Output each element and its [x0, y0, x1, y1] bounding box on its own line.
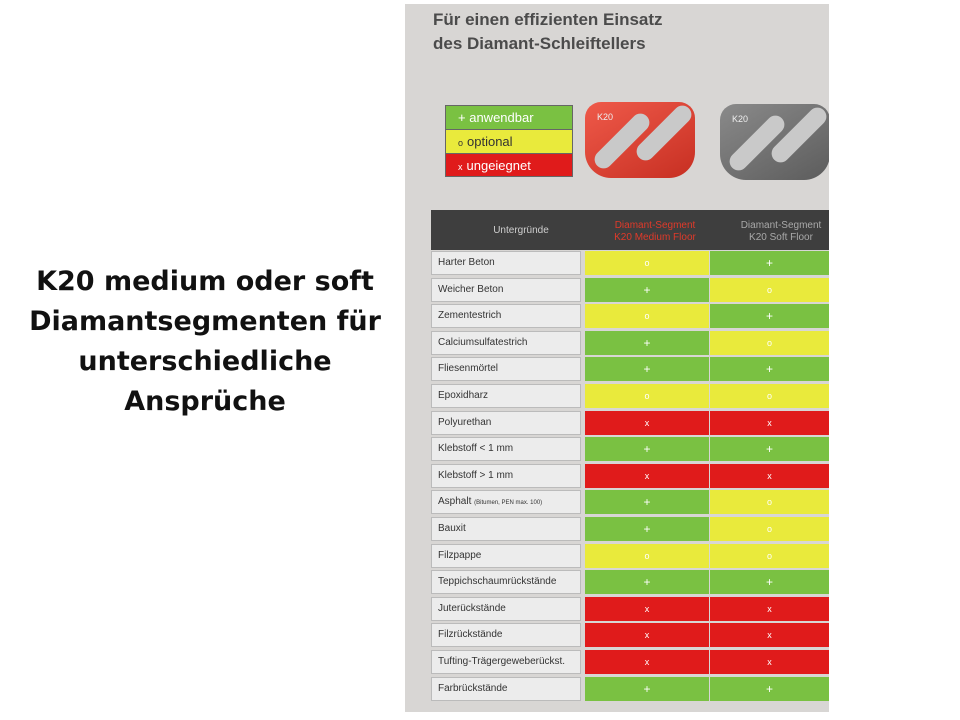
k20-soft-rating: +	[710, 570, 829, 594]
table-row	[431, 250, 829, 277]
substrate-label: Tufting-Trägergeweberückst.	[438, 655, 566, 667]
k20-medium-rating: +	[585, 570, 709, 594]
caption-line: Diamantsegmenten für	[29, 306, 381, 337]
k20-soft-rating: x	[710, 597, 829, 621]
table-row	[431, 543, 829, 570]
k20-medium-rating: +	[585, 357, 709, 381]
legend-item-unsuitable	[445, 153, 573, 177]
header-substrate: Untergründe	[493, 225, 549, 236]
substrate-name	[431, 278, 581, 302]
substrate-name	[431, 384, 581, 408]
legend-label: ungeiegnet	[466, 158, 531, 173]
header-k20-soft	[717, 220, 829, 244]
substrate-name	[431, 357, 581, 381]
k20-medium-disc-image	[585, 102, 695, 178]
substrate-label: Bauxit	[438, 522, 466, 534]
substrate-label: Klebstoff < 1 mm	[438, 443, 514, 455]
substrate-name	[431, 544, 581, 568]
table-row	[431, 596, 829, 623]
substrate-name	[431, 437, 581, 461]
k20-medium-rating: x	[585, 464, 709, 488]
k20-medium-rating: +	[585, 677, 709, 701]
k20-medium-rating: x	[585, 597, 709, 621]
k20-soft-rating: +	[710, 251, 829, 275]
substrate-name	[431, 251, 581, 275]
product-table-photo	[405, 4, 829, 712]
substrate-label: Weicher Beton	[438, 283, 504, 295]
substrate-name	[431, 650, 581, 674]
photo-title-line: des Diamant-Schleiftellers	[433, 34, 646, 53]
substrate-name	[431, 570, 581, 594]
substrate-label: Fliesenmörtel	[438, 363, 499, 375]
k20-medium-rating: x	[585, 623, 709, 647]
substrate-name	[431, 623, 581, 647]
substrate-name	[431, 304, 581, 328]
header-line: K20 Medium Floor	[614, 232, 696, 243]
disc-label: K20	[597, 112, 614, 122]
substrate-label: Klebstoff > 1 mm	[438, 469, 514, 481]
k20-soft-rating: o	[710, 490, 829, 514]
substrate-label: Harter Beton	[438, 257, 495, 268]
substrate-label: Zementestrich	[438, 310, 502, 322]
table-row	[431, 676, 829, 703]
legend-symbol: +	[458, 110, 466, 125]
substrate-name	[431, 597, 581, 621]
k20-soft-disc-image	[720, 104, 829, 180]
table-header	[431, 210, 829, 250]
header-line: Diamant-Segment	[614, 220, 696, 231]
k20-soft-rating: o	[710, 544, 829, 568]
substrate-label: Farbrückstände	[438, 682, 508, 694]
k20-soft-rating: +	[710, 304, 829, 328]
substrate-note: (Bitumen, PEN max. 100)	[474, 500, 543, 507]
legend	[445, 105, 573, 177]
k20-soft-rating: x	[710, 623, 829, 647]
caption-line: K20 medium oder soft	[36, 266, 374, 297]
k20-soft-rating: x	[710, 650, 829, 674]
legend-item-applicable	[445, 105, 573, 129]
substrate-label: Epoxidharz	[438, 389, 489, 401]
k20-medium-rating: +	[585, 490, 709, 514]
table-row	[431, 489, 829, 516]
k20-medium-rating: x	[585, 650, 709, 674]
k20-medium-rating: +	[585, 517, 709, 541]
table-row	[431, 303, 829, 330]
caption-line: Ansprüche	[124, 386, 286, 417]
substrate-label: Juterückstände	[438, 602, 506, 614]
table-row	[431, 330, 829, 357]
table-row	[431, 463, 829, 490]
header-line: Diamant-Segment	[740, 220, 822, 231]
photo-title	[433, 8, 663, 56]
k20-medium-rating: x	[585, 411, 709, 435]
k20-soft-rating: o	[710, 384, 829, 408]
table-row	[431, 383, 829, 410]
table-row	[431, 569, 829, 596]
k20-soft-rating: o	[710, 517, 829, 541]
table-body	[431, 250, 829, 702]
table-row	[431, 622, 829, 649]
substrate-label: Asphalt	[438, 496, 472, 508]
k20-soft-rating: o	[710, 278, 829, 302]
k20-soft-rating: x	[710, 411, 829, 435]
substrate-label: Teppichschaumrückstände	[438, 576, 557, 588]
photo-title-line: Für einen effizienten Einsatz	[433, 10, 663, 29]
substrate-label: Calciumsulfatestrich	[438, 336, 528, 348]
substrate-name	[431, 677, 581, 701]
substrate-name	[431, 517, 581, 541]
table-row	[431, 436, 829, 463]
substrate-name	[431, 464, 581, 488]
table-row	[431, 516, 829, 543]
k20-soft-rating: +	[710, 357, 829, 381]
k20-medium-rating: +	[585, 278, 709, 302]
table-row	[431, 410, 829, 437]
header-line: K20 Soft Floor	[749, 232, 813, 243]
caption-line: unterschiedliche	[78, 346, 332, 377]
legend-label: anwendbar	[469, 110, 534, 125]
k20-medium-rating: +	[585, 331, 709, 355]
k20-medium-rating: +	[585, 437, 709, 461]
substrate-label: Filzpappe	[438, 549, 482, 561]
k20-soft-rating: +	[710, 677, 829, 701]
table-row	[431, 356, 829, 383]
k20-medium-rating: o	[585, 304, 709, 328]
k20-medium-rating: o	[585, 384, 709, 408]
k20-soft-rating: +	[710, 437, 829, 461]
table-row	[431, 277, 829, 304]
substrate-name	[431, 490, 581, 514]
substrate-label: Filzrückstände	[438, 629, 503, 641]
disc-label: K20	[732, 114, 749, 124]
substrate-label: Polyurethan	[438, 416, 492, 428]
slide-caption	[10, 262, 400, 422]
table-row	[431, 649, 829, 676]
k20-medium-rating: o	[585, 251, 709, 275]
legend-label: optional	[467, 134, 513, 149]
legend-item-optional	[445, 129, 573, 153]
substrate-name	[431, 331, 581, 355]
header-k20-medium	[591, 220, 719, 244]
substrate-name	[431, 411, 581, 435]
k20-soft-rating: x	[710, 464, 829, 488]
k20-soft-rating: o	[710, 331, 829, 355]
legend-symbol: o	[458, 138, 464, 148]
k20-medium-rating: o	[585, 544, 709, 568]
legend-symbol: x	[458, 162, 463, 172]
